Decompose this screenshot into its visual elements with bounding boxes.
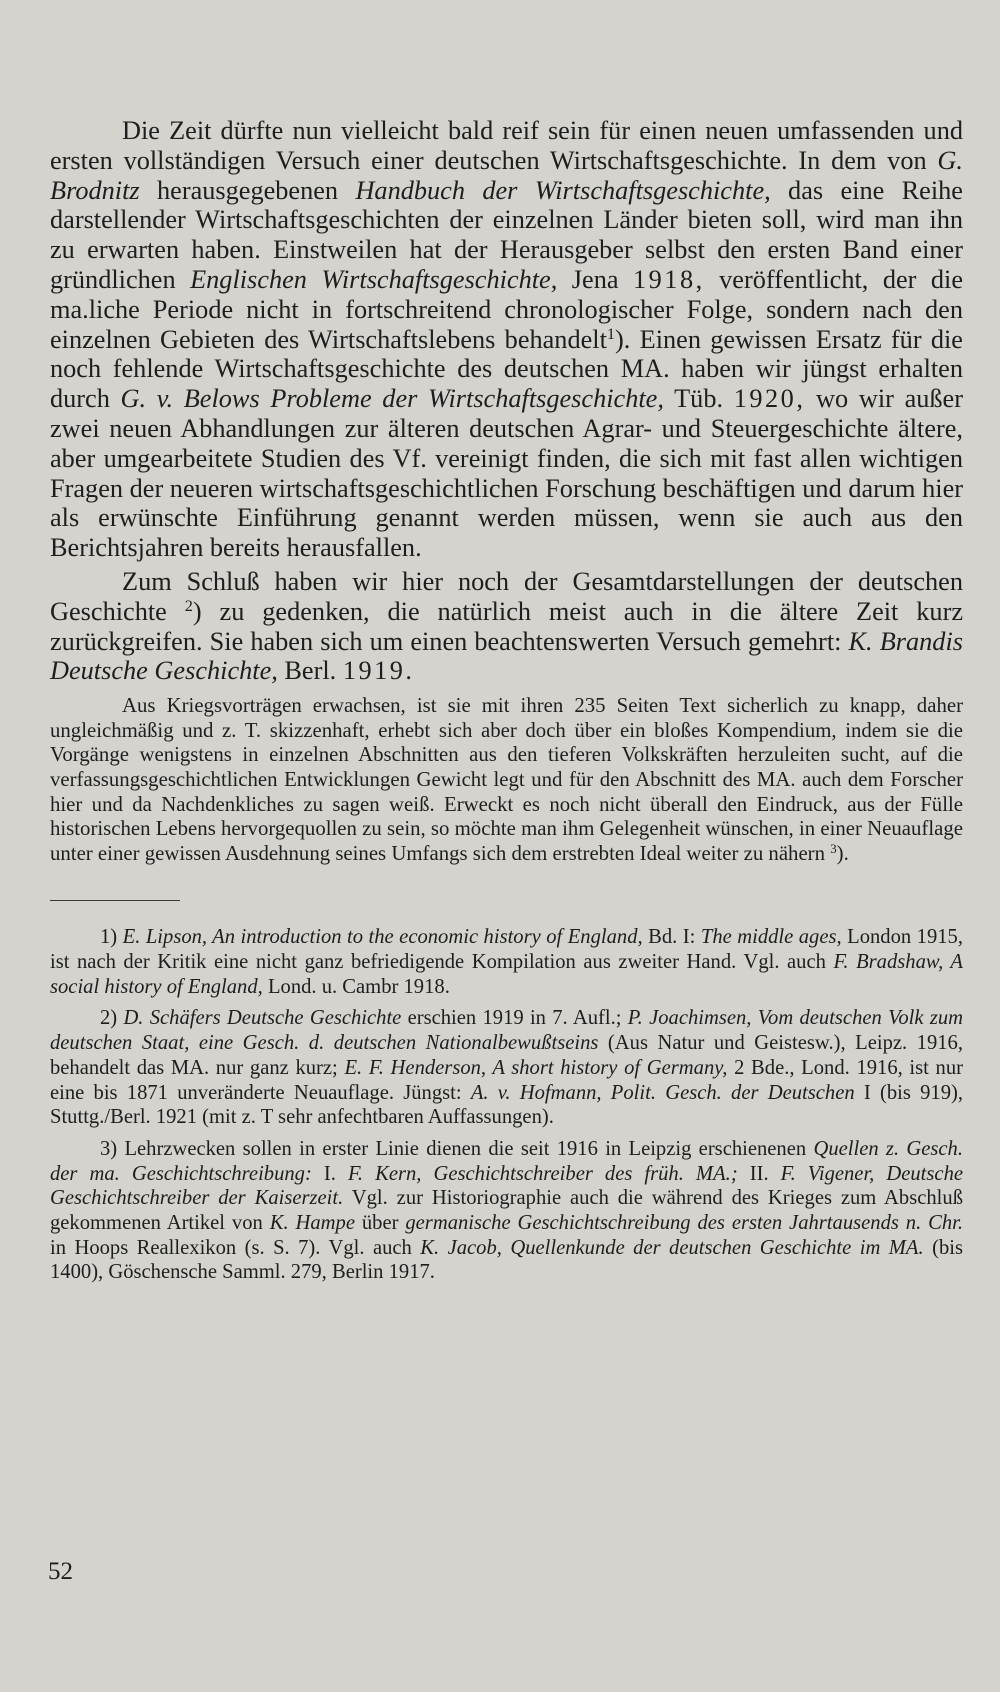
footnote-ref-1[interactable]: 1: [606, 323, 616, 343]
footnotes: [50, 925, 963, 1285]
footnote-3: 3) Lehrzwecken sollen in erster Linie dienen die seit 1916 in Leipzig erschienenen Quellen z. Gesch. der ma. Geschichtschreibung: I. F. Kern, Geschichtschreiber des früh. MA.; II. F. Vigener, Deutsche Geschichtschreiber der Kaiserzeit. Vgl. zur Historiographie auch die während des Krieges zum Abschluß gekommenen Artikel von K. Hampe über germanische Geschichtschreibung des ersten Jahrtausends n. Chr. in Hoops Reallexikon (s. S. 7). Vgl. auch K. Jacob, Quellenkunde der deutschen Geschichte im MA. (bis 1400), Göschensche Samml. 279, Berlin 1917.: [50, 1137, 964, 1284]
body-paragraph-1: Die Zeit dürfte nun vielleicht bald reif sein für einen neuen umfassenden und ersten vollständigen Versuch einer deutschen Wirtschaftsgeschichte. In dem von G. Brodnitz herausgegebenen Handbuch der Wirtschaftsgeschichte, das eine Reihe darstellender Wirtschaftsgeschichten der einzelnen Länder bieten soll, wird man ihn zu erwarten haben. Einstweilen hat der Herausgeber selbst den ersten Band einer gründlichen Englischen Wirtschaftsgeschichte, Jena 1918, veröffentlicht, der die ma.liche Periode nicht in fortschreitend chronologischer Folge, sondern nach den einzelnen Gebieten des Wirtschaftslebens behandelt$^1$). Einen gewissen Ersatz für die noch fehlende Wirtschaftsgeschichte des deutschen MA. haben wir jüngst erhalten durch G. v. Belows Probleme der Wirtschaftsgeschichte, Tüb. 1920, wo wir außer zwei neuen Abhandlungen zur älteren deutschen Agrar- und Steuergeschichte ältere, aber umgearbeitete Studien des Vf. vereinigt finden, die sich mit fast allen wichtigen Fragen der neueren wirtschaftsgeschichtlichen Forschung beschäftigen und darum hier als erwünschte Einführung genannt werden müssen, wenn sie auch aus den Berichtsjahren bereits herausfallen.: [50, 116, 964, 563]
body-paragraph-3-small: Aus Kriegsvorträgen erwachsen, ist sie mit ihren 235 Seiten Text sicherlich zu knapp, daher ungleichmäßig und z. T. skizzenhaft, erhebt sich aber doch über ein bloßes Kompendium, indem sie die Vorgänge wenigstens in einzelnen Abschnitten aus den tieferen Volkskräften herzuleiten sucht, auf die verfassungsgeschichtlichen Entwicklungen Gewicht legt und für den Abschnitt des MA. auch dem Forscher hier und da Nachdenkliches zu sagen weiß. Erweckt es noch nicht überall den Eindruck, aus der Fülle historischen Lebens hervorgequollen zu sein, so möchte man ihm Gelegenheit wünschen, in einer Neuauflage unter einer gewissen Ausdehnung seines Umfangs sich dem erstrebten Ideal weiter zu nähern $^3$).: [50, 694, 963, 865]
footnote-divider: [50, 900, 180, 901]
footnote-ref-3[interactable]: 3: [830, 841, 837, 856]
body-paragraph-2: Zum Schluß haben wir hier noch der Gesamtdarstellungen der deutschen Geschichte $^2$) zu gedenken, die natürlich meist auch in die ältere Zeit kurz zurückgreifen. Sie haben sich um einen beachtenswerten Versuch gemehrt: K. Brandis Deutsche Geschichte, Berl. 1919.: [50, 566, 963, 686]
footnote-1: 1) E. Lipson, An introduction to the economic history of England, Bd. I: The middle ages, London 1915, ist nach der Kritik eine nicht ganz befriedigende Kompilation aus zweiter Hand. Vgl. auch F. Bradshaw, A social history of England, Lond. u. Cambr 1918.: [50, 926, 964, 998]
page-body: [50, 116, 963, 1292]
footnote-ref-2[interactable]: 2: [184, 595, 193, 615]
footnote-2: 2) D. Schäfers Deutsche Geschichte erschien 1919 in 7. Aufl.; P. Joachimsen, Vom deutschen Volk zum deutschen Staat, eine Gesch. d. deutschen Nationalbewußtseins (Aus Natur und Geistesw.), Leipz. 1916, behandelt das MA. nur ganz kurz; E. F. Henderson, A short history of Germany, 2 Bde., Lond. 1916, ist nur eine bis 1871 unveränderte Neuauflage. Jüngst: A. v. Hofmann, Polit. Gesch. der Deutschen I (bis 919), Stuttg./Berl. 1921 (mit z. T sehr anfechtbaren Auffassungen).: [50, 1007, 964, 1129]
page-number: 52: [48, 1558, 73, 1585]
